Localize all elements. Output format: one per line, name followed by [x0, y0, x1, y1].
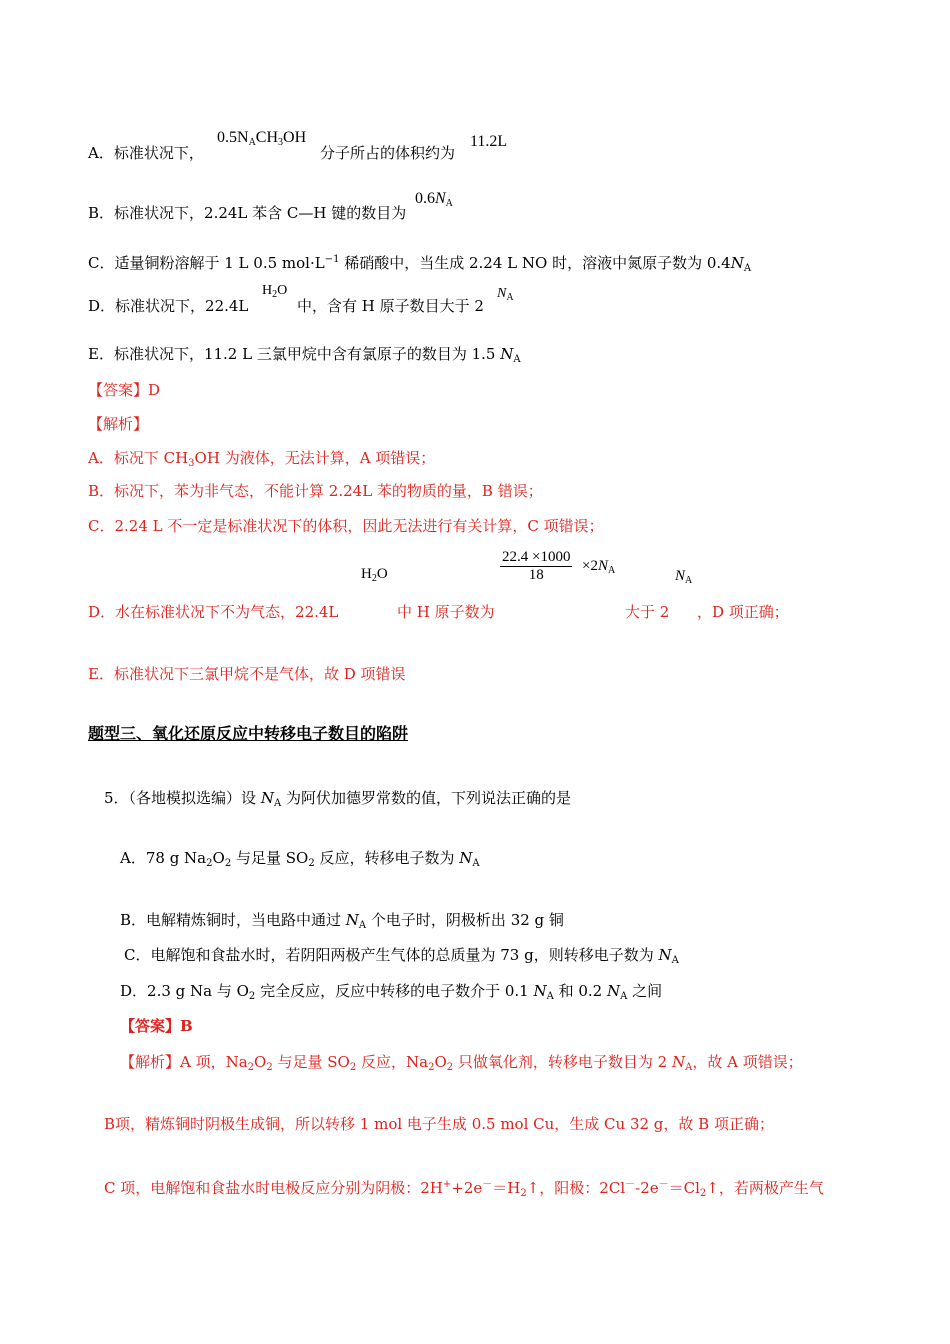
analysis-fraction: $\frac{22.4 \times 1000}{18}$: [502, 549, 571, 583]
q4-analysis-d-mid: 中 H 原子数为: [397, 603, 495, 621]
q4-option-d-rest: 中，含有 H 原子数目大于 2: [297, 297, 484, 315]
q4-analysis-label: 【解析】: [88, 415, 149, 433]
q5-analysis-a: 【解析】A 项，$Na_2O_2$ 与足量 $SO_2$ 反应，$Na_2O_2$ 只做氧化剂，转移电子数目为 2 $N_A$，故 A 项错误；: [120, 1053, 803, 1073]
q4-analysis-c: C．2.24 L 不一定是标准状况下的体积，因此无法进行有关计算，C 项错误；: [88, 517, 604, 535]
q4-analysis-e: E．标准状况下三氯甲烷不是气体，故 D 项错误: [88, 665, 406, 683]
q5-option-d: D．2.3 g Na 与 $O_2$ 完全反应，反应中转移的电子数介于 0.1 $N_A$ 和 0.2 $N_A$ 之间: [120, 982, 663, 1002]
q4-option-b: B．标准状况下，2.24L 苯含 C—H 键的数目为: [88, 204, 407, 222]
q5-option-a: A．78 g $Na_2O_2$ 与足量 $SO_2$ 反应，转移电子数为 $N_A$: [120, 849, 480, 869]
q4-option-d: D．标准状况下，22.4L: [88, 297, 249, 315]
formula-11-2l: 11.2L: [470, 133, 508, 150]
q4-analysis-d: D．水在标准状况下不为气态，22.4L: [88, 603, 339, 621]
formula-0-6na: $0.6N_A$: [415, 190, 453, 209]
formula-ch3oh: $0.5N_ACH_3OH$: [217, 129, 307, 148]
q5-analysis-c: C 项，电解饱和食盐水时电极反应分别为阴极：$2H^++2e^-=H_2↑$，阳极：$2Cl^--2e^-=Cl_2↑$，若两极产生气: [104, 1179, 824, 1199]
q4-analysis-b: B．标况下，苯为非气态，不能计算 2.24L 苯的物质的量，B 错误；: [88, 482, 543, 500]
formula-h2o: $H_2O$: [262, 283, 288, 300]
q4-analysis-d-end: ，D 项正确；: [697, 603, 789, 621]
q4-option-a-rest: 分子所占的体积约为: [320, 144, 456, 162]
q5-option-b: B．电解精炼铜时，当电路中通过 $N_A$ 个电子时，阴极析出 32 g 铜: [120, 911, 564, 931]
analysis-na: $N_A$: [675, 568, 693, 586]
q4-answer: 【答案】D: [88, 381, 161, 399]
q5-analysis-b: B项，精炼铜时阴极生成铜，所以转移 1 mol 电子生成 0.5 mol Cu，生成 Cu 32 g，故 B 项正确；: [104, 1115, 774, 1133]
q5-answer: 【答案】B: [120, 1017, 193, 1035]
q5-option-c: C．电解饱和食盐水时，若阴阳两极产生气体的总质量为 73 g，则转移电子数为 $N_A$: [124, 946, 679, 966]
q4-analysis-a: A．标况下 $CH_3OH$ 为液体，无法计算，A 项错误；: [88, 449, 436, 469]
q4-option-a: A．标准状况下，: [88, 144, 204, 162]
analysis-formula-h2o: $H_2O$: [361, 566, 388, 584]
q4-analysis-d-gt: 大于 2: [625, 603, 670, 621]
formula-na: $N_A$: [497, 286, 514, 303]
analysis-times-2na: $\times 2N_A$: [582, 558, 616, 576]
section-heading: 题型三、氧化还原反应中转移电子数目的陷阱: [88, 724, 409, 743]
q4-option-e: E．标准状况下，11.2 L 三氯甲烷中含有氯原子的数目为 1.5 $N_A$: [88, 345, 521, 365]
q4-option-c: C．适量铜粉溶解于 1 L 0.5 $mol\cdot L^{-1}$ 稀硝酸中，当生成 2.24 L NO 时，溶液中氮原子数为 $0.4N_A$: [88, 254, 752, 274]
q5-stem: 5．（各地模拟选编）设 $N_A$ 为阿伏加德罗常数的值，下列说法正确的是: [104, 789, 571, 809]
